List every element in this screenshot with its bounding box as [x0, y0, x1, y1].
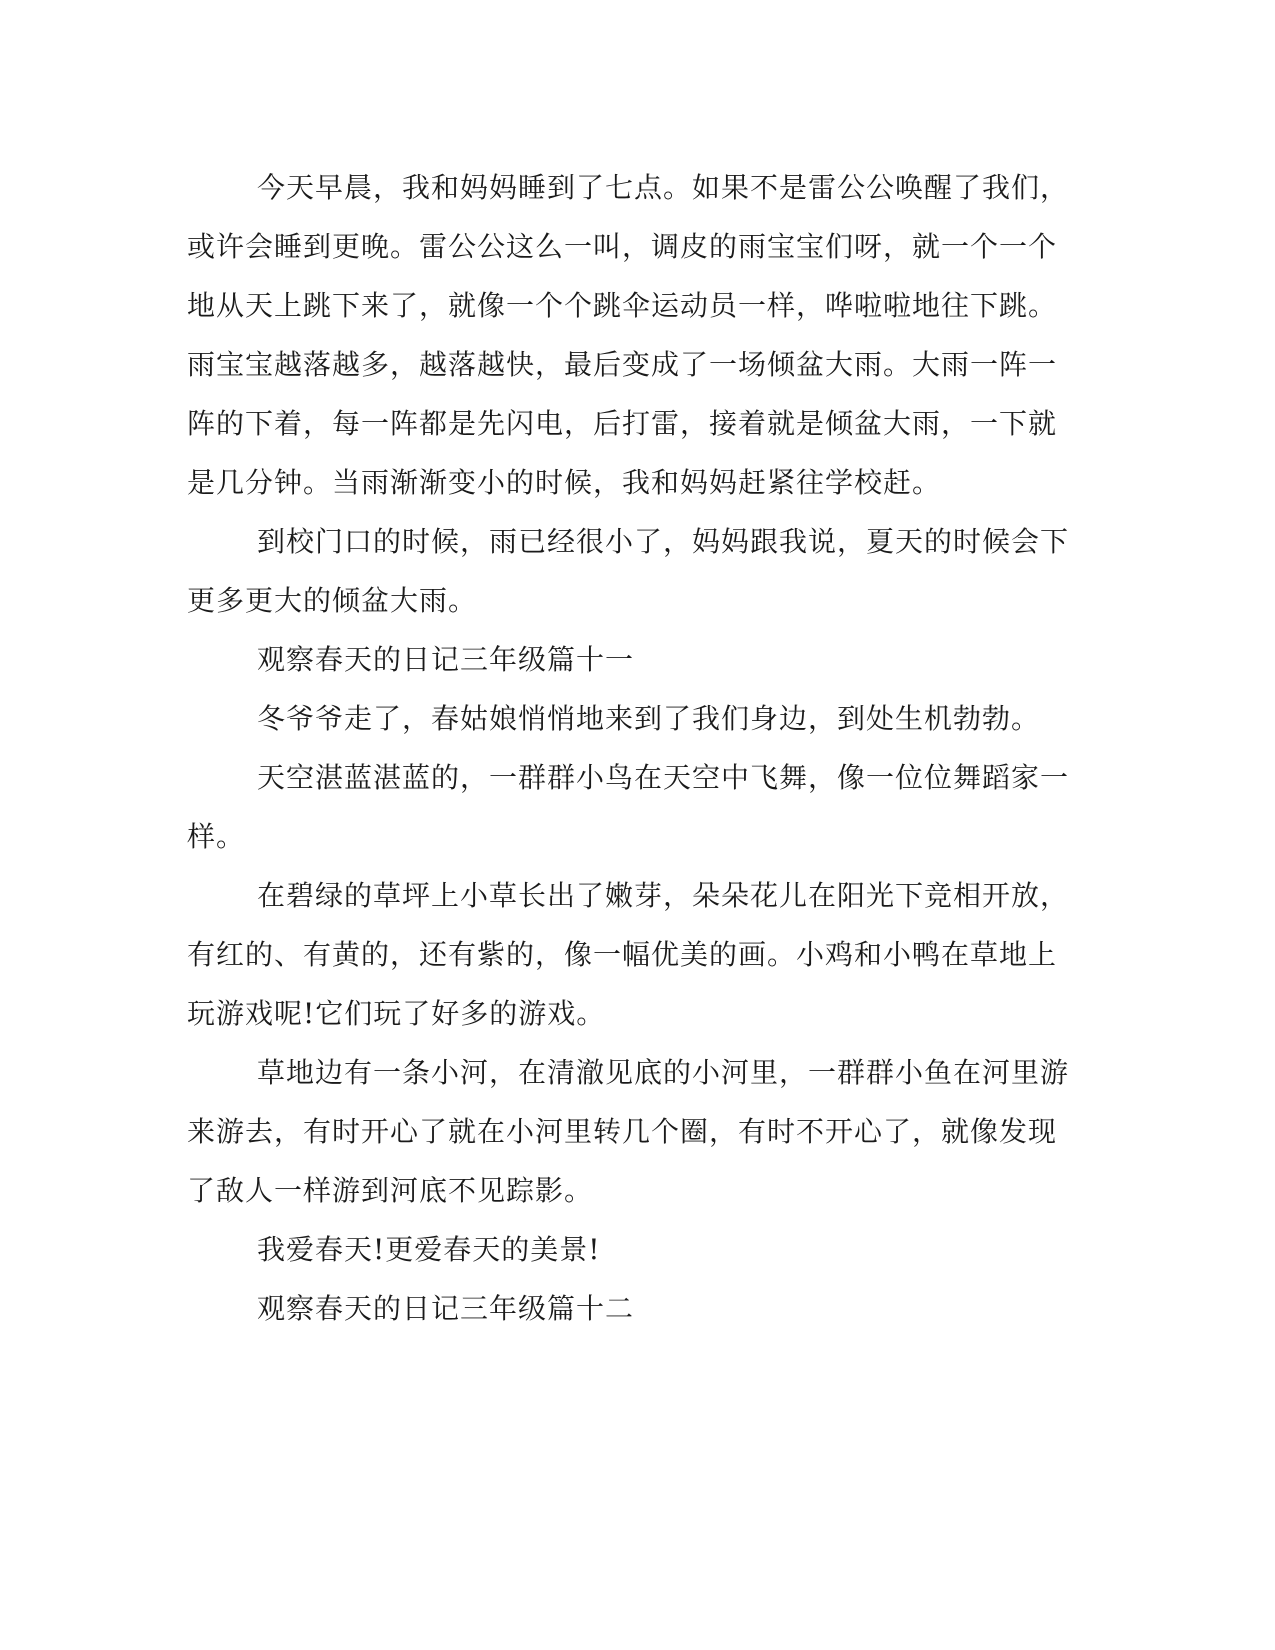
paragraph-line: 玩游戏呢!它们玩了好多的游戏。 — [187, 997, 606, 1030]
paragraph-line: 天空湛蓝湛蓝的，一群群小鸟在天空中飞舞，像一位位舞蹈家一 — [257, 761, 1070, 794]
paragraph-line: 今天早晨，我和妈妈睡到了七点。如果不是雷公公唤醒了我们， — [257, 171, 1070, 204]
paragraph-line: 雨宝宝越落越多，越落越快，最后变成了一场倾盆大雨。大雨一阵一 — [187, 348, 1058, 381]
paragraph-line: 草地边有一条小河，在清澈见底的小河里，一群群小鱼在河里游 — [257, 1056, 1070, 1089]
paragraph-line: 是几分钟。当雨渐渐变小的时候，我和妈妈赶紧往学校赶。 — [187, 466, 942, 499]
section-heading: 观察春天的日记三年级篇十一 — [257, 643, 635, 676]
paragraph-line: 我爱春天!更爱春天的美景! — [257, 1233, 601, 1266]
paragraph-line: 地从天上跳下来了，就像一个个跳伞运动员一样，哗啦啦地往下跳。 — [187, 289, 1058, 322]
section-heading: 观察春天的日记三年级篇十二 — [257, 1292, 635, 1325]
paragraph-line: 阵的下着，每一阵都是先闪电，后打雷，接着就是倾盆大雨，一下就 — [187, 407, 1058, 440]
paragraph-line: 冬爷爷走了，春姑娘悄悄地来到了我们身边，到处生机勃勃。 — [257, 702, 1041, 735]
paragraph-line: 在碧绿的草坪上小草长出了嫩芽，朵朵花儿在阳光下竞相开放， — [257, 879, 1070, 912]
paragraph-line: 到校门口的时候，雨已经很小了，妈妈跟我说，夏天的时候会下 — [257, 525, 1070, 558]
paragraph-line: 了敌人一样游到河底不见踪影。 — [187, 1174, 594, 1207]
paragraph-line: 有红的、有黄的，还有紫的，像一幅优美的画。小鸡和小鸭在草地上 — [187, 938, 1058, 971]
paragraph-line: 或许会睡到更晚。雷公公这么一叫，调皮的雨宝宝们呀，就一个一个 — [187, 230, 1058, 263]
paragraph-line: 更多更大的倾盆大雨。 — [187, 584, 478, 617]
paragraph-line: 来游去，有时开心了就在小河里转几个圈，有时不开心了，就像发现 — [187, 1115, 1058, 1148]
paragraph-line: 样。 — [187, 820, 246, 853]
